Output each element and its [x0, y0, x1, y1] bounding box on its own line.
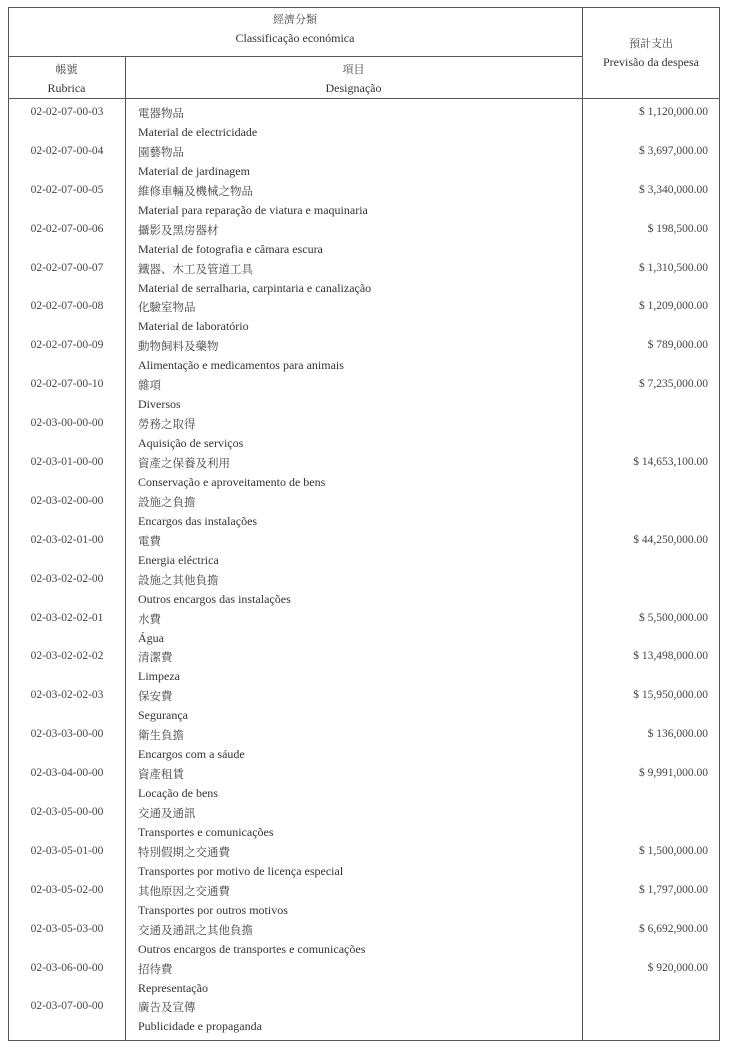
classification-header-zh: 經濟分類: [273, 13, 317, 26]
row-code: 02-03-05-00-00: [30, 806, 104, 819]
budget-rows: [0, 104, 738, 1037]
row-code: 02-03-01-00-00: [30, 456, 104, 469]
row-amount: $ 3,340,000.00: [639, 183, 708, 196]
row-designation: [138, 804, 274, 842]
row-designation-pt: Limpeza: [138, 669, 180, 684]
row-designation: [138, 454, 325, 492]
row-designation-zh: 園藝物品: [138, 144, 184, 159]
row-designation-pt: Conservação e aproveitamento de bens: [138, 475, 326, 490]
row-designation-pt: Material de serralharia, carpintaria e canalização: [138, 280, 372, 295]
row-designation-zh: 保安費: [138, 689, 173, 704]
table-row: [0, 765, 738, 804]
row-designation: [138, 376, 181, 414]
row-designation-pt: Energia eléctrica: [138, 552, 219, 567]
row-amount: $ 1,209,000.00: [639, 300, 708, 313]
row-designation: [138, 415, 243, 453]
table-row: [0, 298, 738, 337]
table-row: [0, 960, 738, 999]
row-designation-pt: Encargos das instalações: [138, 513, 258, 528]
row-designation-pt: Diversos: [138, 397, 181, 412]
row-code: 02-03-02-02-01: [30, 611, 104, 624]
row-amount: $ 920,000.00: [647, 961, 708, 974]
table-row: [0, 804, 738, 843]
row-designation-pt: Transportes por motivo de licença especial: [138, 863, 344, 878]
table-row: [0, 454, 738, 493]
row-designation-pt: Representação: [138, 980, 208, 995]
row-designation-pt: Aquisição de serviços: [138, 436, 244, 451]
row-code: 02-02-07-00-03: [30, 106, 104, 118]
classification-header-pt: Classificação económica: [235, 31, 355, 45]
row-code: 02-03-06-00-00: [30, 961, 104, 974]
designacao-header-pt: Designação: [325, 81, 382, 95]
row-designation: [138, 143, 250, 181]
row-code: 02-03-07-00-00: [30, 1000, 104, 1013]
rubrica-header-pt: Rubrica: [47, 81, 86, 95]
previsao-header-pt: Previsão da despesa: [603, 55, 699, 69]
row-designation: [138, 610, 164, 648]
row-designation: [138, 571, 291, 609]
table-row: [0, 104, 738, 143]
row-designation-zh: 水費: [138, 611, 161, 626]
previsao-header-zh: 預計支出: [629, 37, 673, 50]
row-designation-zh: 資產租賃: [138, 767, 184, 782]
row-designation-zh: 攝影及黑房器材: [138, 222, 219, 237]
row-code: 02-02-07-00-07: [30, 261, 104, 274]
row-amount: $ 15,950,000.00: [633, 689, 708, 702]
row-code: 02-02-07-00-05: [30, 183, 104, 196]
row-designation-pt: Material de laboratório: [138, 319, 249, 334]
header-divider-top: [8, 56, 582, 57]
table-row: [0, 143, 738, 182]
row-designation: [138, 882, 288, 920]
row-designation-pt: Material de fotografia e câmara escura: [138, 241, 323, 256]
row-amount: $ 5,500,000.00: [639, 611, 708, 624]
row-designation-zh: 設施之負擔: [138, 494, 196, 509]
row-amount: $ 1,310,500.00: [639, 261, 708, 274]
row-designation-zh: 電器物品: [138, 106, 184, 120]
row-designation-pt: Outros encargos de transportes e comunicações: [138, 941, 366, 956]
row-amount: $ 13,498,000.00: [633, 650, 708, 663]
row-designation-zh: 動物飼料及藥物: [138, 339, 219, 354]
row-designation: [138, 921, 365, 959]
row-designation-zh: 勞務之取得: [138, 417, 196, 432]
row-code: 02-02-07-00-06: [30, 222, 104, 235]
row-designation-pt: Locação de bens: [138, 786, 218, 801]
previsao-header: [582, 35, 720, 71]
table-row: [0, 260, 738, 299]
row-amount: $ 789,000.00: [647, 339, 708, 352]
table-row: [0, 921, 738, 960]
row-designation-zh: 衛生負擔: [138, 728, 184, 743]
row-designation-zh: 交通及通訊: [138, 806, 196, 821]
row-designation-pt: Encargos com a sáude: [138, 747, 245, 762]
row-amount: $ 1,120,000.00: [639, 106, 708, 118]
row-code: 02-03-05-02-00: [30, 883, 104, 896]
table-row: [0, 337, 738, 376]
row-designation-zh: 維修車輛及機械之物品: [138, 183, 253, 198]
table-row: [0, 610, 738, 649]
rubrica-header: [8, 61, 125, 97]
row-designation: [138, 726, 245, 764]
table-row: [0, 415, 738, 454]
table-row: [0, 726, 738, 765]
row-code: 02-03-04-00-00: [30, 767, 104, 780]
row-designation-zh: 其他原因之交通費: [138, 883, 230, 898]
table-row: [0, 998, 738, 1037]
row-designation-pt: Publicidade e propaganda: [138, 1019, 262, 1034]
row-designation-zh: 廣告及宣傳: [138, 1000, 196, 1015]
row-designation-pt: Transportes e comunicações: [138, 825, 274, 840]
table-row: [0, 687, 738, 726]
row-designation: [138, 687, 188, 725]
row-designation: [138, 998, 262, 1036]
row-designation: [138, 765, 218, 803]
classification-header: [8, 11, 582, 47]
row-code: 02-02-07-00-10: [30, 378, 104, 391]
row-designation: [138, 532, 219, 570]
row-designation-pt: Transportes por outros motivos: [138, 902, 288, 917]
row-code: 02-03-02-02-03: [30, 689, 104, 702]
row-designation-pt: Água: [138, 630, 164, 645]
row-amount: $ 14,653,100.00: [633, 456, 708, 469]
row-designation: [138, 298, 249, 336]
row-amount: $ 9,991,000.00: [639, 767, 708, 780]
row-amount: $ 6,692,900.00: [639, 922, 708, 935]
row-designation-pt: Segurança: [138, 708, 188, 723]
row-amount: $ 136,000.00: [647, 728, 708, 741]
row-designation: [138, 182, 368, 220]
row-code: 02-03-02-00-00: [30, 494, 104, 507]
table-row: [0, 571, 738, 610]
table-row: [0, 221, 738, 260]
table-row: [0, 532, 738, 571]
row-designation-zh: 鐵器、木工及管道工具: [138, 261, 253, 276]
table-row: [0, 376, 738, 415]
row-amount: $ 3,697,000.00: [639, 144, 708, 157]
table-row: [0, 182, 738, 221]
table-row: [0, 493, 738, 532]
row-designation-pt: Alimentação e medicamentos para animais: [138, 358, 344, 373]
row-code: 02-03-02-02-02: [30, 650, 104, 663]
row-designation-zh: 設施之其他負擔: [138, 572, 219, 587]
row-code: 02-03-03-00-00: [30, 728, 104, 741]
row-designation: [138, 260, 371, 298]
row-amount: $ 198,500.00: [647, 222, 708, 235]
row-designation-zh: 清潔費: [138, 650, 173, 665]
row-code: 02-02-07-00-08: [30, 300, 104, 313]
row-designation-zh: 招待費: [138, 961, 173, 976]
row-designation-pt: Outros encargos das instalações: [138, 591, 291, 606]
row-designation-pt: Material para reparação de viatura e maquinaria: [138, 202, 368, 217]
row-designation: [138, 337, 344, 375]
row-designation-zh: 特別假期之交通費: [138, 844, 230, 859]
row-designation-pt: Material de electricidade: [138, 125, 258, 139]
row-designation: [138, 843, 343, 881]
row-designation: [138, 221, 323, 259]
row-amount: $ 1,797,000.00: [639, 883, 708, 896]
row-designation: [138, 104, 257, 142]
row-designation-zh: 雜項: [138, 378, 161, 393]
row-code: 02-03-02-02-00: [30, 572, 104, 585]
row-designation: [138, 493, 257, 531]
row-code: 02-03-05-01-00: [30, 844, 104, 857]
table-row: [0, 882, 738, 921]
row-designation-zh: 資產之保養及利用: [138, 456, 230, 471]
row-code: 02-03-05-03-00: [30, 922, 104, 935]
row-code: 02-03-02-01-00: [30, 533, 104, 546]
table-row: [0, 843, 738, 882]
row-code: 02-02-07-00-04: [30, 144, 104, 157]
table-row: [0, 648, 738, 687]
row-designation: [138, 648, 180, 686]
rubrica-header-zh: 帳號: [55, 63, 78, 76]
row-amount: $ 7,235,000.00: [639, 378, 708, 391]
row-designation-zh: 化驗室物品: [138, 300, 196, 315]
row-designation-zh: 交通及通訊之其他負擔: [138, 922, 253, 937]
row-designation-zh: 電費: [138, 533, 161, 548]
row-code: 02-02-07-00-09: [30, 339, 104, 352]
header-divider-bottom: [8, 98, 720, 99]
row-amount: $ 44,250,000.00: [633, 533, 708, 546]
designacao-header-zh: 項目: [342, 63, 365, 76]
row-designation: [138, 960, 208, 998]
row-designation-pt: Material de jardinagem: [138, 163, 250, 178]
designacao-header: [125, 61, 582, 97]
row-code: 02-03-00-00-00: [30, 417, 104, 430]
row-amount: $ 1,500,000.00: [639, 844, 708, 857]
